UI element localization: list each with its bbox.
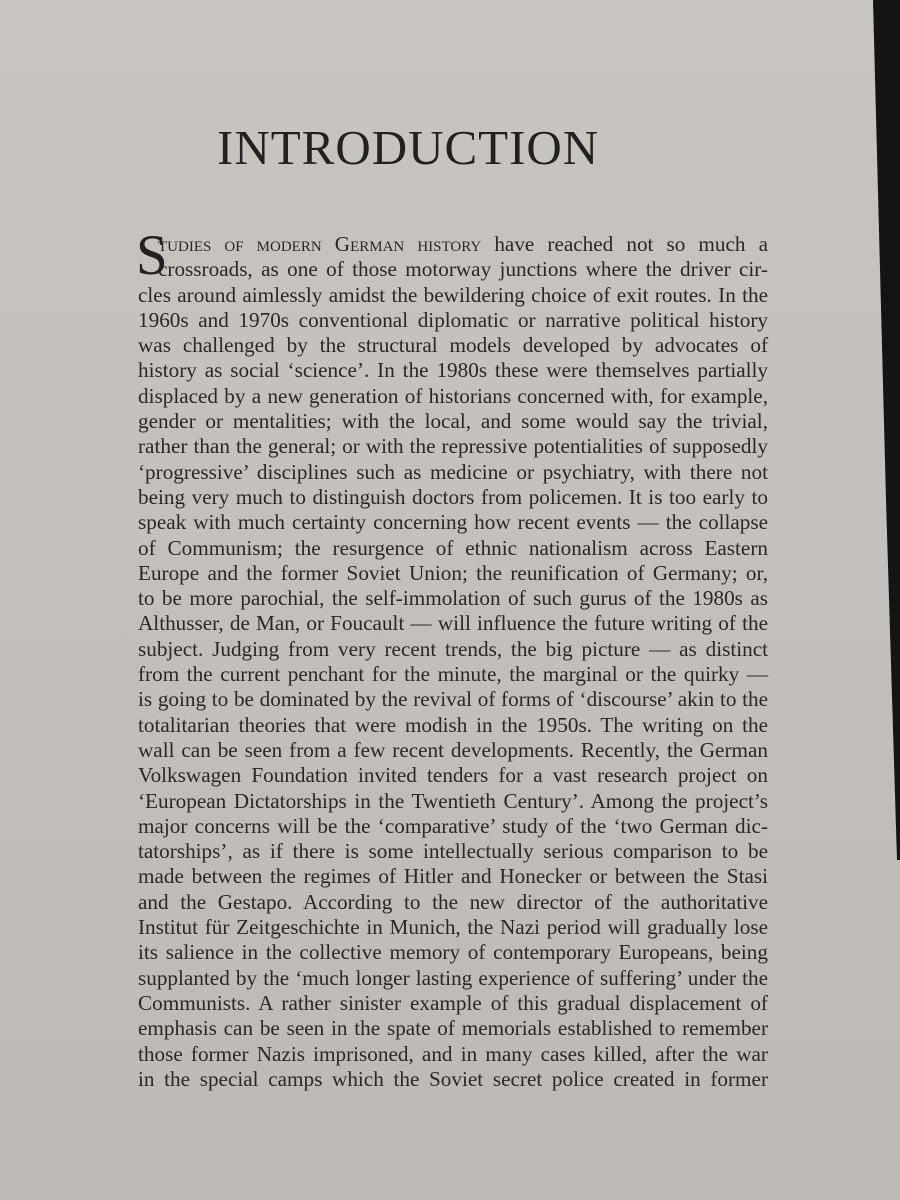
drop-cap: S <box>136 224 168 287</box>
text-line: ‘European Dictatorships in the Twentieth Century’. Among the project’s <box>138 788 768 813</box>
text-line: history as social ‘science’. In the 1980s these were themselves partially <box>138 358 768 383</box>
text-line: crossroads, as one of those motorway junctions where the driver cir- <box>158 257 768 282</box>
text-line: Althusser, de Man, or Foucault — will influence the future writing of the <box>138 611 768 636</box>
text-line: major concerns will be the ‘comparative’ study of the ‘two German dic- <box>138 813 768 838</box>
text-line: to be more parochial, the self-immolation of such gurus of the 1980s as <box>138 586 768 611</box>
text-line: ‘progressive’ disciplines such as medicine or psychiatry, with there not <box>138 459 768 484</box>
text-line: Europe and the former Soviet Union; the reunification of Germany; or, <box>138 560 768 585</box>
text-line: being very much to distinguish doctors from policemen. It is too early to <box>138 484 768 509</box>
text-line: was challenged by the structural models developed by advocates of <box>138 333 768 358</box>
text-line: displaced by a new generation of historians concerned with, for example, <box>138 383 768 408</box>
text-line: tatorships’, as if there is some intellectually serious comparison to be <box>138 839 768 864</box>
text-line: Communists. A rather sinister example of this gradual displacement of <box>138 990 768 1015</box>
text-line: rather than the general; or with the repressive potentialities of supposedly <box>138 434 768 459</box>
text-line: gender or mentalities; with the local, and some would say the trivial, <box>138 409 768 434</box>
text-line: in the special camps which the Soviet secret police created in former <box>138 1066 768 1091</box>
lead-smallcaps: tudies of modern German history <box>158 232 482 256</box>
text-line: its salience in the collective memory of contemporary Europeans, being <box>138 940 768 965</box>
text-line: and the Gestapo. According to the new director of the authoritative <box>138 889 768 914</box>
text-line: of Communism; the resurgence of ethnic nationalism across Eastern <box>138 535 768 560</box>
text-line: 1960s and 1970s conventional diplomatic or narrative political history <box>138 307 768 332</box>
body-text <box>136 224 768 1092</box>
text-line: from the current penchant for the minute, the marginal or the quirky — <box>138 662 768 687</box>
text-line: Volkswagen Foundation invited tenders for a vast research project on <box>138 763 768 788</box>
text-line: Institut für Zeitgeschichte in Munich, the Nazi period will gradually lose <box>138 915 768 940</box>
text-line: speak with much certainty concerning how recent events — the collapse <box>138 510 768 535</box>
line-text: have reached not so much a <box>481 232 768 256</box>
text-line: subject. Judging from very recent trends, the big picture — as distinct <box>138 636 768 661</box>
text-line: wall can be seen from a few recent developments. Recently, the German <box>138 737 768 762</box>
text-line: totalitarian theories that were modish in the 1950s. The writing on the <box>138 712 768 737</box>
text-line: is going to be dominated by the revival of forms of ‘discourse’ akin to the <box>138 687 768 712</box>
text-line: supplanted by the ‘much longer lasting experience of suffering’ under the <box>138 965 768 990</box>
chapter-heading: INTRODUCTION <box>217 120 600 175</box>
text-line: those former Nazis imprisoned, and in many cases killed, after the war <box>138 1041 768 1066</box>
text-line: emphasis can be seen in the spate of memorials established to remember <box>138 1016 768 1041</box>
text-line: cles around aimlessly amidst the bewildering choice of exit routes. In the <box>138 282 768 307</box>
text-line: made between the regimes of Hitler and Honecker or between the Stasi <box>138 864 768 889</box>
